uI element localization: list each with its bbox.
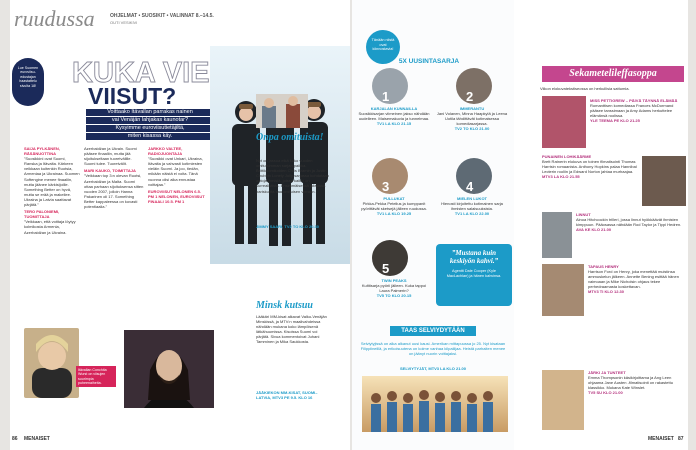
selviytyjat-meta: SELVIYTYJÄT, MTV3 LA KLO 21.00 <box>399 366 466 371</box>
film-photo-5 <box>542 370 584 430</box>
series-desc: Hienosti kirjoitettu kotimainen sarja ihmisten salaisuuksista. <box>441 201 503 212</box>
article-body-minsk: Lääkäri MM-kisat alkavat Valko-Venäjän Minskissä, ja MTV:n maalivahdeissa nähdään mukana koko lämpöisenä lätkähuumissa. Kisoissa Suomi voi pärjätä. Sivua kommentoivat Juhani Tamminen ja Mika Saukkosta. <box>256 314 327 345</box>
series-item-5 <box>358 278 430 298</box>
film-meta: MTV3 TI KLO 12.30 <box>588 289 625 295</box>
film-title: PUNAINEN LOHIKÄÄRME <box>542 154 592 159</box>
selviytyjat-photo <box>362 376 508 432</box>
series-photo-3 <box>372 158 408 194</box>
film-title: TAPAUS HENRY <box>588 264 619 269</box>
expert-quote: ”Suosikkini ovat Suomi, Ranska ja Itävalta. Kärkeen veikkaan kuitenkin Ruotsia, Armeniaa ja Ukrainaa. Suomen Softengine menee finaaliin, mutta jäänee kärkisijoille. Something Better on hyvä, mutta se erää ja makeilee. Ukraina ja Latvia saattavat pärjätä.” <box>24 156 80 208</box>
series-header: 5X UUSINTASARJA <box>398 58 460 65</box>
film-4 <box>588 264 686 295</box>
film-meta: YLE TEEMA PE KLO 21.25 <box>590 118 640 124</box>
series-meta: TV1 LA KLO 22.00 <box>454 211 490 217</box>
film-photo-1 <box>542 96 586 148</box>
article-title-onpa: Onpa omituista! <box>256 132 324 143</box>
film-photo-3 <box>542 212 572 258</box>
column-3 <box>148 146 206 204</box>
movies-header: Sekametelileffasoppa <box>542 66 684 82</box>
series-number: 4 <box>466 179 474 194</box>
band-illustration <box>210 46 350 264</box>
deck-line: miten kisassa käy. <box>86 133 214 140</box>
film-meta: TV5 SU KLO 21.00 <box>588 390 623 396</box>
expert-quote: ”Suosikki ovat Unkari, Ukraina, Itävalta ja vahvasti kotimiesten vieläin Suomi. Ja joo, tiedän, mikään näistä ei voita. Tänä vuonna olisi aika ennustaa voittajaa.” <box>148 156 203 187</box>
group-photo <box>210 46 350 264</box>
film-2 <box>542 154 638 179</box>
interview-badge: Lue Suomen euroviisu-edustajan haastattelu sivulta 18! <box>12 58 44 106</box>
series-photo-5 <box>372 240 408 276</box>
expert-name: JARKKO VALTEE, <box>148 146 183 151</box>
page-number: 86 <box>12 436 18 442</box>
broadcast-info: EUROVIISUT NELONEN 6.5. PM 1 NELONEN, EUROVIISUT FINAALI 10.5. PM 1 <box>148 188 205 204</box>
article-body-onpa: Nyt on jassoa eikä koko vuoden omituisimman sarjan paikka. Brittikoomikoiden Chris Bramin ja Justin Chubbin Lonely Jolly-sarjassa kohdataan outoja ihmisiä, joissa kaikki on surrealistista. Ensimmäisessä jaksossa pariskunta saa omituisen vieraan. <box>256 158 329 194</box>
deck-line: Voittaako Itävallan parrakas nainen <box>86 109 214 116</box>
film-title: LINNUT <box>576 212 591 217</box>
photo-caption: Itävallan Conchita Wurst on viisujen suurimpia puheenaiheita. <box>76 366 116 387</box>
series-photo-4 <box>456 158 492 194</box>
expert-name: MARI KAUKO, TOIMITTAJA <box>84 168 136 174</box>
film-meta: AVA KE KLO 21.00 <box>576 227 612 233</box>
article-meta-minsk: JÄÄKIEKON MM-KISAT, SUOMI–LATVIA, MTV3 PE 9.5. KLO 16 <box>256 390 318 401</box>
article-title-minsk: Minsk kutsuu <box>256 300 313 311</box>
section-subtitle: OHJELMAT • SUOSIKIT • VALINNAT 8.–14.5. <box>110 13 214 19</box>
series-photo-1 <box>372 68 408 104</box>
series-item-3 <box>358 196 430 216</box>
page-number: 87 <box>678 436 684 442</box>
series-title: IMMERANTU <box>459 106 485 111</box>
portrait-photo <box>24 328 79 398</box>
film-5 <box>588 370 686 395</box>
footer-brand: MENAISET <box>24 436 50 442</box>
article-meta-onpa: JIMMY SAARI, TV2 TO KLO 20.30 <box>256 224 319 229</box>
quote-credit: Agentti Dale Cooper (Kyle MacLachlan) ja hänen kahvinsa. <box>446 269 502 278</box>
column-1 <box>24 146 80 235</box>
movies-intro: Viikon elokuvatekstiseossa on herkullisia sattumia. <box>540 86 630 91</box>
section-byline: OUTI VESIKIVI <box>110 20 138 25</box>
film-desc: Emma Thompsonin käsikirjoittama ja Ang Leen ohjaama Jane Austen -filmatisointi on rakastettu klassikko. Mukana Kate Winslet. <box>588 375 673 391</box>
film-1 <box>590 98 686 123</box>
right-page <box>352 0 688 450</box>
series-item-4 <box>436 196 508 216</box>
film-3 <box>576 212 684 232</box>
series-meta: TV2 TO KLO 21.00 <box>454 126 490 132</box>
expert-role: RADIOJUONTAJA <box>148 151 183 157</box>
series-meta: TV5 TO KLO 20.15 <box>376 293 412 299</box>
footer-brand: MENAISET <box>648 436 674 442</box>
expert-name: SAIJA PYLKÄNEN, <box>24 146 60 151</box>
series-item-2 <box>436 106 508 131</box>
film-meta: MTV3 LA KLO 21.55 <box>542 174 580 180</box>
expert-quote: ”Veikkaan top 3:n olevan Ruotsi, Azerbaidžan ja Malta. Suomi ottaa parhaan sijoituksensa sitten vuoden 2007, jolloin Hanna Pakarinen oli 17. Something Better kappaleessa on kovasti potentiaalia.” <box>84 173 144 210</box>
conchita-photo <box>124 330 214 408</box>
film-desc: Romanttisen komediassa Frances McDormand pääsee tanssimaan ja Amy Adams herkuttelee elämänsä roolissa. <box>590 103 674 119</box>
series-photo-2 <box>456 68 492 104</box>
series-meta: TV1 LA KLO 19.25 <box>376 211 412 217</box>
series-meta: TV1 LA KLO 21.15 <box>376 121 412 127</box>
series-number: 5 <box>382 261 390 276</box>
series-number: 2 <box>466 89 474 104</box>
section-title: ruudussa <box>14 6 95 31</box>
deck-line: Kysyimme euroviisutietäjiltä, <box>86 125 214 132</box>
series-title: KARJALAN KUNNAILLA <box>370 106 418 111</box>
deck-line: vai Venäjän lahjakas kaunotar? <box>86 117 214 124</box>
selviytyjat-text: Selviytyjissä on alka alkanut uusi kausi. Amerikan mittapuussa jo 25. Nyt kisataan Filippiineillä, ja erikoisuutena on kolme vanhaa kilpailijaa. Heistä parhaiten menee on jäänyt nuorin voittajaksi. <box>360 341 506 357</box>
series-item-1 <box>358 106 430 126</box>
film-photo-4 <box>542 264 584 316</box>
expert-role: RÄSÄNUOTTINA <box>24 151 56 157</box>
series-desc: Kulttisarja pyörii jälleen. Kuka tappoi Laura Palmerin? <box>361 283 427 294</box>
series-desc: Jani Volanen, Minna Haapkylä ja Leena Uotila tähdittävät kotimaisessa komediasarjassa. <box>436 111 508 127</box>
column-2 <box>84 146 144 209</box>
quote-text: ”Mustana kuin keskiyön kahvi.” <box>449 249 499 265</box>
expert-name: TERO PALONIEMI, <box>24 209 60 215</box>
series-desc: Suosikkisarjan viimeinen jakso nähdään uudelleen. Maisemakuvia ja tunnelmaa. <box>358 111 430 122</box>
headline-line2: VIISUT? <box>88 83 177 109</box>
quote-box <box>436 244 512 306</box>
film-desc: Harrison Ford on Henry, joka menettää muistinsa ammuskelun jälkeen. Annette Bening esittää hänen vaimoaan ja Mike Nicholsin ohjaus tekee perhedraamasta koskettavan. <box>588 269 679 290</box>
deck <box>86 109 214 140</box>
expert-quote: ”Veikkaan, että voittaja löytyy kolmikosta Armenia, Azerbaidžan ja Ukraina. <box>24 219 76 235</box>
film-desc: Brett Ratnerin elokuva on toinen filmatisointi Thomas Harrisin romaanista. Anthony Hopkins palaa Hannibal Lecterin rooliin ja Edward Norton jahtaa murhaajaa. <box>542 159 637 175</box>
series-title: TWIN PEAKS <box>381 278 407 283</box>
film-title: JÄRKI JA TUNTEET <box>588 370 626 375</box>
onpa-photo <box>256 94 308 128</box>
selviytyjat-header: TAAS SELVIYDYTÄÄN <box>390 326 476 336</box>
film-desc: Ainoa Hitchcockin trilleri, jossa linnut hyökkäävät ihmisten kimppuun. Pääosassa nähdään Rod Taylor ja Tippi Hedren. <box>576 217 682 228</box>
expert-role: TUOMITTAJA <box>24 214 50 220</box>
film-title: MISS PETTIGREW – PÄIVÄ TÄYNNÄ ELÄMÄÄ <box>590 98 678 103</box>
series-title: PULLUKAT <box>383 196 405 201</box>
body-text: Azerbaidžan ja Ukrain. Suomi pääsee finaaliin, mutta jää sijoitukseltaan tuoretvälille. Suomi tulee. Tuoretvälit. <box>84 146 137 167</box>
film-photo-2 <box>642 156 686 206</box>
series-title: MIELEN LUKOT <box>457 196 487 201</box>
series-desc: Pirkka-Pekka Petelius ja kumppanit pyörittävät sketsejä jälleen ruudussa. <box>361 201 427 212</box>
left-page <box>10 0 350 450</box>
series-number: 3 <box>382 179 390 194</box>
series-number: 1 <box>382 89 390 104</box>
series-badge: Tänään niistä ovat kiinnostavia! <box>366 30 400 64</box>
headline-line1: KUKA VIE <box>72 57 210 89</box>
